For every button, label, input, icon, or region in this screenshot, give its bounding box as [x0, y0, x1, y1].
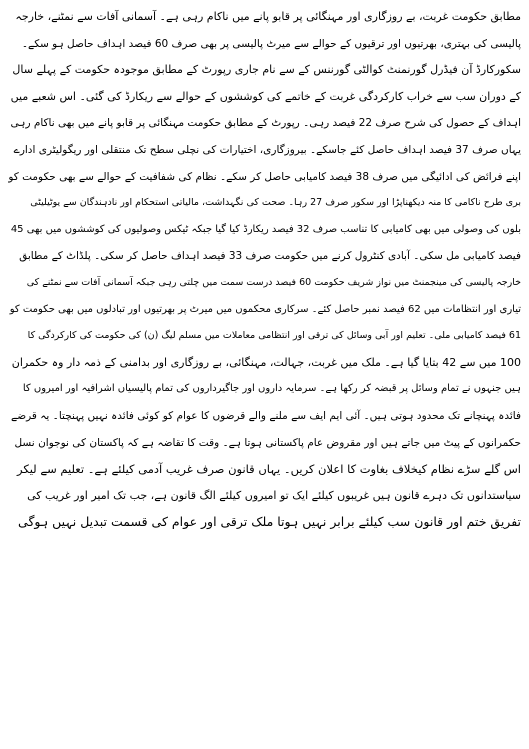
article-line: پالیسی کی بہتری، بھرتیوں اور ترقیوں کے حوالے سے میرٹ پالیسی پر بھی صرف 60 فیصد اہداف حاصل ہو سکے۔	[21, 37, 521, 50]
article-line: کے دوران سب سے خراب کارکردگی غربت کے خاتمے کی کوششوں کے حوالے سے ریکارڈ کی گئی۔ اس شعبے میں	[10, 89, 521, 103]
article-line: اہداف کے حصول کی شرح صرف 22 فیصد رہی۔ رپورٹ کے مطابق حکومت مہنگائی پر قابو پانے میں بھی ناکام رہی	[10, 117, 521, 130]
article-line: خارجہ پالیسی کی مینجمنٹ میں نواز شریف حکومت 60 فیصد درست سمت میں چلتی رہی جبکہ آسمانی آفات سے نمٹنے کی	[26, 276, 521, 288]
article-line: سکورکارڈ آن فیڈرل گورنمنٹ کوالٹی گورننس کے سے نام جاری رپورٹ کے مطابق موجودہ حکومت کے پہلے سال	[12, 63, 521, 77]
article-line: فائدہ پہنچانے تک محدود ہوتی ہیں۔ آئی ایم ایف سے ملنے والے قرضوں کا عوام کو کوئی فائدہ نہیں پہنچتا۔ یہ قرضے	[11, 409, 521, 422]
article-line: 61 فیصد کامیابی ملی۔ تعلیم اور آبی وسائل کی ترقی اور انتظامی معاملات میں مسلم لیگ (ن) کی حکومت کی کارکردگی کا	[27, 330, 521, 342]
article-body	[8, 4, 521, 536]
article-line: سیاستدانوں تک دہرے قانون ہیں غریبوں کیلئے ایک تو امیروں کیلئے الگ قانون ہے، جب تک امیر اور غریب کی	[27, 488, 521, 502]
article-line: 100 میں سے 42 بتایا گیا ہے۔ ملک میں غربت، جہالت، مہنگائی، بے روزگاری اور بدامنی کے ذمہ دار وہ حکمران	[11, 355, 521, 369]
article-line: بلوں کی وصولی میں بھی کامیابی کا تناسب صرف 32 فیصد ریکارڈ کیا گیا جبکہ ٹیکس وصولیوں کی کوششوں میں بھی 45	[10, 223, 521, 235]
article-line: حکمرانوں کے پیٹ میں جاتے ہیں اور مقروض عام پاکستانی ہوتا ہے۔ وقت کا تقاضہ ہے کہ پاکستان کی نوجوان نسل	[14, 436, 521, 449]
article-line: یہاں صرف 37 فیصد اہداف حاصل کئے جاسکے۔ بیروزگاری، اختیارات کی نچلی سطح تک منتقلی اور ریگولیٹری ادارے	[13, 143, 521, 156]
article-line: اس گلے سڑے نظام کیخلاف بغاوت کا اعلان کریں۔ یہاں قانون صرف غریب آدمی کیلئے ہے۔ تعلیم سے لیکر	[17, 462, 521, 477]
article-line: مطابق حکومت غربت، بے روزگاری اور مہنگائی پر قابو پانے میں ناکام رہی ہے۔ آسمانی آفات سے نمٹنے، خارجہ	[15, 10, 521, 23]
article-line: تفریق ختم اور قانون سب کیلئے برابر نہیں ہوتا ملک ترقی اور عوام کی قسمت تبدیل نہیں ہوگی	[18, 514, 521, 530]
article-line: اپنے فرائض کی ادائیگی میں صرف 38 فیصد کامیابی حاصل کر سکے۔ نظام کی شفافیت کے حوالے سے بھی حکومت کو	[8, 170, 521, 183]
article-line: ہیں جنہوں نے تمام وسائل پر قبضہ کر رکھا ہے۔ سرمایہ داروں اور جاگیرداروں کی تمام پالیسیاں اشرافیہ اور امیروں کا	[22, 383, 521, 395]
article-line: تیاری اور انتظامات میں 62 فیصد نمبر حاصل کئے۔ سرکاری محکموں میں میرٹ پر بھرتیوں اور تبادلوں میں بھی حکومت کو	[9, 303, 521, 315]
article-line: فیصد کامیابی مل سکی۔ آبادی کنٹرول کرنے میں حکومت صرف 33 فیصد اہداف حاصل کر سکی۔ پلڈاٹ کے مطابق	[19, 250, 521, 263]
article-line: بری طرح ناکامی کا منہ دیکھناپڑا اور سکور صرف 27 رہا۔ صحت کی نگہداشت، مالیاتی استحکام اور نادہندگان سے یوٹیلیٹی	[30, 197, 521, 209]
